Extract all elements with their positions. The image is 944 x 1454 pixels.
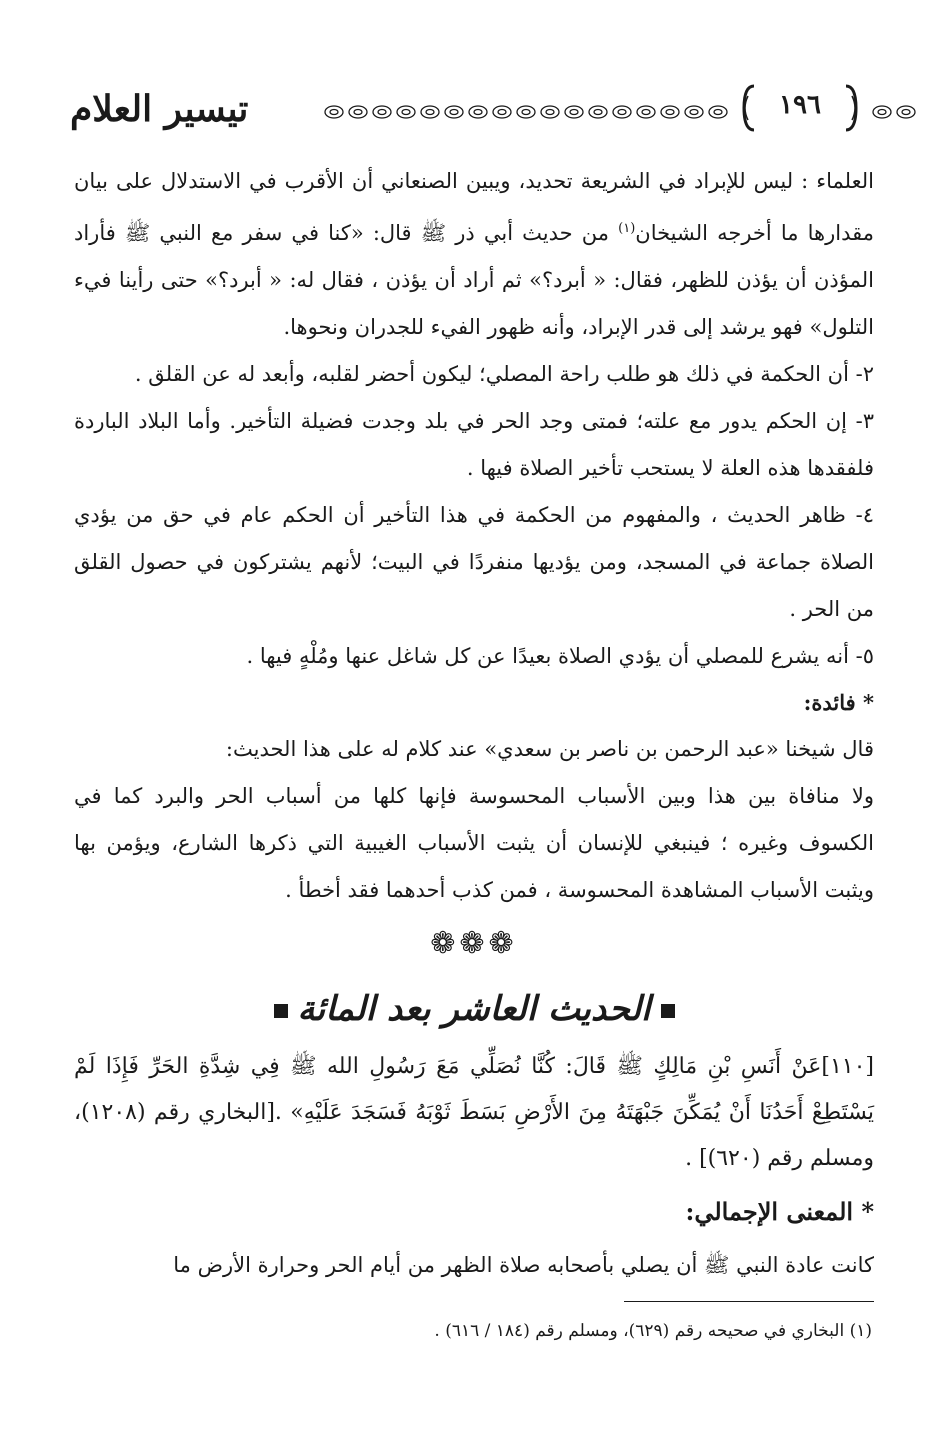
page-body	[74, 158, 874, 1289]
list-item-number: ٤-	[855, 503, 874, 527]
list-item-text: أن الحكمة في ذلك هو طلب راحة المصلي؛ ليكون أحضر لقلبه، وأبعد له عن القلق .	[134, 362, 849, 386]
book-title: تيسير العلام	[70, 88, 249, 130]
footnote: (١) البخاري في صحيحه رقم (٦٢٩)، ومسلم رقم (١٨٤ / ٦١٦) .	[434, 1321, 872, 1341]
paragraph-text-continued: من حديث أبي ذر ﷺ قال: «كنا في سفر مع النبي ﷺ فأراد المؤذن أن يؤذن للظهر، فقال: « أبرد؟» ثم أراد أن يؤذن ، فقال له: « أبرد؟» حتى رأينا فيء التلول» فهو يرشد إلى قدر الإبراد، وأنه ظهور الفيء للجدران ونحوها.	[74, 221, 874, 339]
list-item-text: إن الحكم يدور مع علته؛ فمتى وجد الحر في بلد وجدت فضيلة التأخير. وأما البلاد الباردة فلفقدها هذه العلة لا يستحب تأخير الصلاة فيها .	[74, 409, 874, 480]
list-item-text: أنه يشرع للمصلي أن يؤدي الصلاة بعيدًا عن كل شاغل عنها ومُلْهٍ فيها .	[246, 644, 849, 668]
list-item	[74, 633, 874, 680]
section-divider-icon: ❁❁❁	[430, 926, 518, 961]
general-meaning-text: كانت عادة النبي ﷺ أن يصلي بأصحابه صلاة الظهر من أيام الحر وحرارة الأرض ما	[173, 1253, 874, 1277]
footnote-divider	[624, 1301, 874, 1302]
list-item	[74, 351, 874, 398]
hadith-text: [١١٠]عَنْ أَنَسِ بْنِ مَالِكٍ ﷺ قَالَ: كُنَّا نُصَلِّي مَعَ رَسُولِ الله ﷺ فِي شِدَّةِ الحَرِّ فَإِذَا لَمْ يَسْتَطِعْ أَحَدُنَا أَنْ يُمَكِّنَ جَبْهَتَهُ مِنَ الأَرْضِ بَسَطَ ثَوْبَهُ فَسَجَدَ عَلَيْهِ» .[البخاري رقم (١٢٠٨)، ومسلم رقم (٦٢٠)] .	[74, 1054, 874, 1171]
list-item-number: ٢-	[855, 362, 874, 386]
square-bullet-icon	[274, 1004, 288, 1018]
hadith-title	[74, 974, 874, 1044]
list-item	[74, 492, 874, 633]
list-item-text: ظاهر الحديث ، والمفهوم من الحكمة في هذا التأخير أن الحكم عام في حق من يؤدي الصلاة جماعة في المسجد، ومن يؤديها منفردًا في البيت؛ لأنهم يشتركون في حصول القلق من الحر .	[74, 503, 874, 621]
page-number: ١٩٦	[779, 90, 821, 120]
benefit-heading: * فائدة:	[803, 690, 874, 715]
paragraph-text: العلماء : ليس للإبراد في الشريعة تحديد، ويبين الصنعاني أن الأقرب في الاستدلال على بيان مقدارها ما أخرجه الشيخان	[74, 169, 874, 245]
hadith-title-text: الحديث العاشر بعد المائة	[297, 989, 651, 1029]
header-ornament-small-icon	[870, 102, 918, 122]
general-meaning-heading: * المعنى الإجمالي:	[685, 1197, 874, 1226]
benefit-intro: قال شيخنا «عبد الرحمن بن ناصر بن سعدي» عند كلام له على هذا الحديث:	[225, 737, 874, 761]
list-item-number: ٣-	[855, 409, 874, 433]
paragraph-abrad	[74, 158, 874, 351]
list-item	[74, 398, 874, 492]
benefit-body: ولا منافاة بين هذا وبين الأسباب المحسوسة فإنها كلها من أسباب الحر والبرد كما في الكسوف وغيره ؛ فينبغي للإنسان أن يثبت الأسباب الغيبية التي ذكرها الشارع، ويؤمن بها ويثبت الأسباب المشاهدة المحسوسة ، فمن كذب أحدهما فقد أخطأ .	[74, 784, 874, 902]
header-ornament-icon	[322, 102, 772, 122]
square-bullet-icon	[661, 1004, 675, 1018]
list-item-number: ٥-	[855, 644, 874, 668]
page-header	[70, 82, 884, 142]
footnote-marker: (١)	[618, 221, 636, 236]
